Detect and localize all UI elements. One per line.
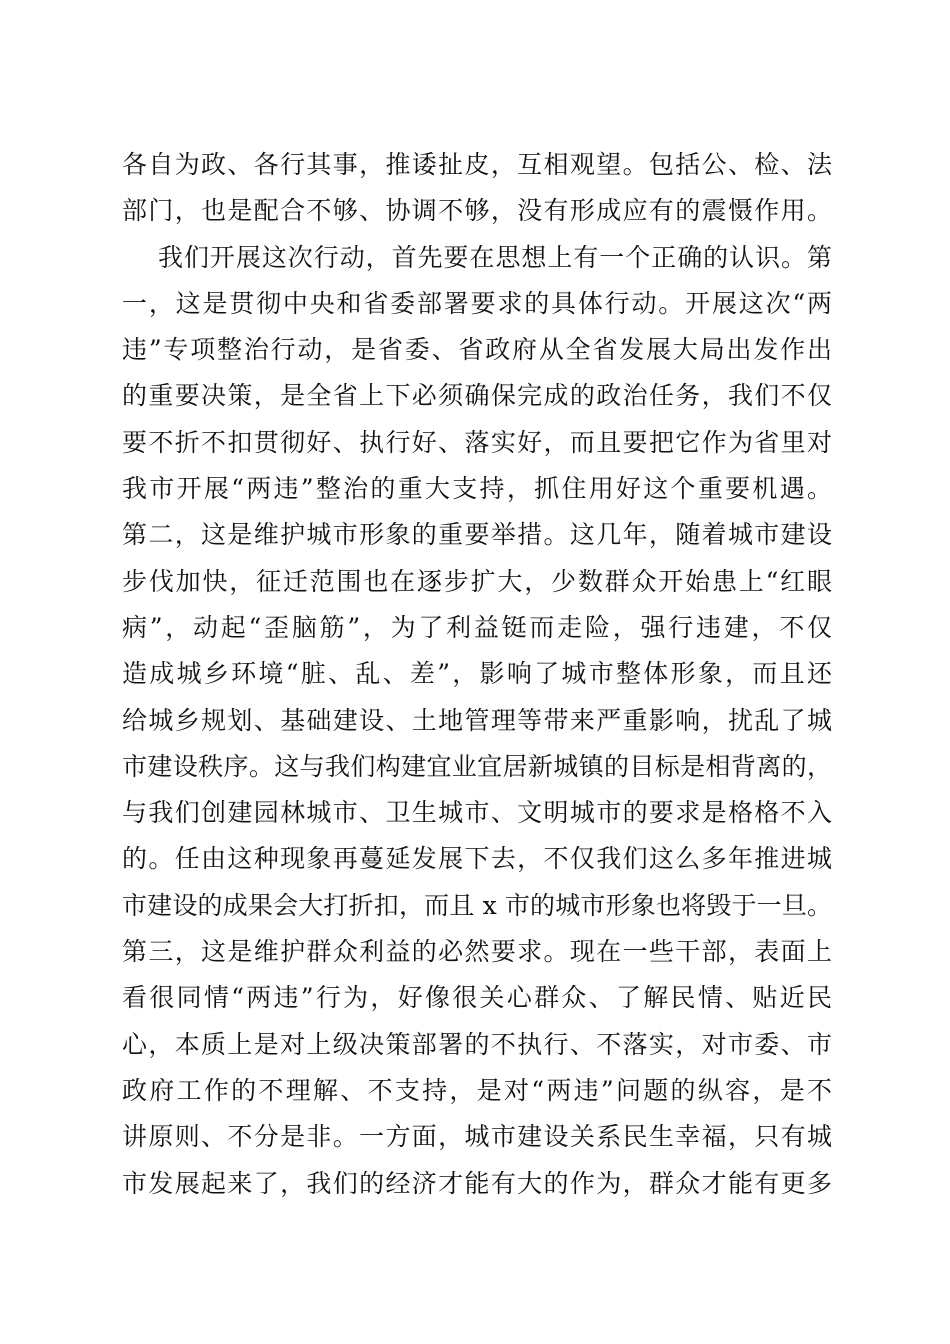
text-line: 第三，这是维护群众利益的必然要求。现在一些干部，表面上	[122, 937, 832, 967]
text-line: 政府工作的不理解、不支持，是对“两违”问题的纵容，是不	[122, 1075, 832, 1105]
text-line: 造成城乡环境“脏、乱、差”，影响了城市整体形象，而且还	[122, 659, 832, 689]
body-text	[122, 142, 832, 1207]
text-line: 第二，这是维护城市形象的重要举措。这几年，随着城市建设	[122, 520, 832, 550]
text-line: 看很同情“两违”行为，好像很关心群众、了解民情、贴近民	[122, 983, 832, 1013]
text-line: 市发展起来了，我们的经济才能有大的作为，群众才能有更多	[122, 1168, 832, 1198]
text-line: 给城乡规划、基础建设、土地管理等带来严重影响，扰乱了城	[122, 705, 832, 735]
text-line: 市建设秩序。这与我们构建宜业宜居新城镇的目标是相背离的，	[122, 751, 832, 781]
text-line: 步伐加快，征迁范围也在逐步扩大，少数群众开始患上“红眼	[122, 566, 832, 596]
text-line: 病”，动起“歪脑筋”，为了利益铤而走险，强行违建，不仅	[122, 612, 832, 642]
text-line: 各自为政、各行其事，推诿扯皮，互相观望。包括公、检、法	[122, 150, 832, 179]
text-line: 部门，也是配合不够、协调不够，没有形成应有的震慑作用。	[122, 196, 832, 226]
paragraph-start-line: 我们开展这次行动，首先要在思想上有一个正确的认识。第	[158, 242, 832, 272]
text-line: 的重要决策，是全省上下必须确保完成的政治任务，我们不仅	[122, 381, 832, 411]
text-line: 的。任由这种现象再蔓延发展下去，不仅我们这么多年推进城	[122, 844, 832, 874]
text-line: 讲原则、不分是非。一方面，城市建设关系民生幸福，只有城	[122, 1122, 832, 1152]
text-line: 与我们创建园林城市、卫生城市、文明城市的要求是格格不入	[122, 798, 832, 828]
text-line: 违”专项整治行动，是省委、省政府从全省发展大局出发作出	[122, 335, 832, 365]
text-line: 心，本质上是对上级决策部署的不执行、不落实，对市委、市	[122, 1029, 832, 1059]
text-line: 我市开展“两违”整治的重大支持，抓住用好这个重要机遇。	[122, 474, 832, 504]
text-line: 市建设的成果会大打折扣，而且 x 市的城市形象也将毁于一旦。	[122, 890, 832, 920]
text-line: 一，这是贯彻中央和省委部署要求的具体行动。开展这次“两	[122, 288, 832, 318]
text-line: 要不折不扣贯彻好、执行好、落实好，而且要把它作为省里对	[122, 427, 832, 457]
